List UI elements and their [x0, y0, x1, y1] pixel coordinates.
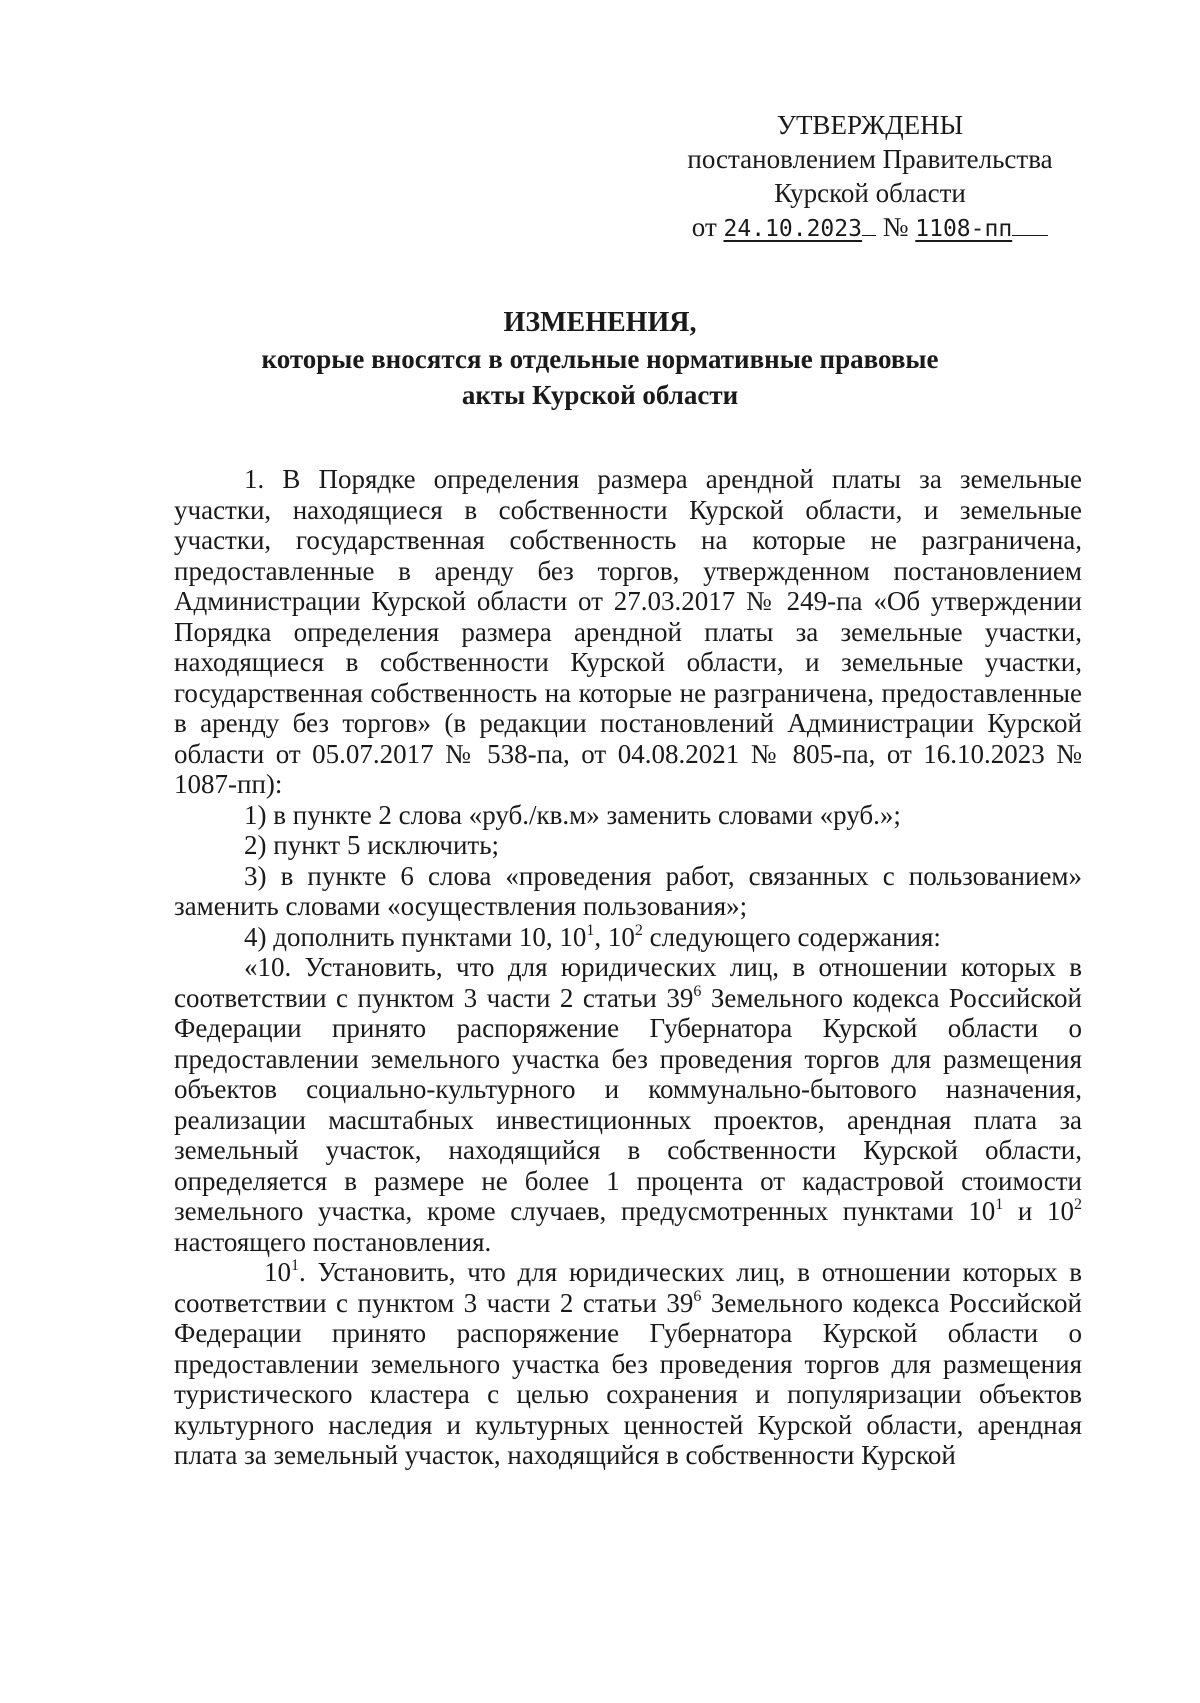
approval-issuer: постановлением Правительства	[687, 144, 1053, 174]
clause-10-1: $10^1$. Установить, что для юридических лиц, в отношении которых в соответствии с пунктом 3 части 2 статьи $39^6$ Земельного кодекса Российской Федерации принято распоряжение Губернатора Курской области о предоставлении земельного участка без проведения торгов для размещения туристического кластера с целью сохранения и популяризации объектов культурного наследия и культурных ценностей Курской области, арендная плата за земельный участок, находящийся в собственности Курской	[174, 1257, 1082, 1470]
list-item-4: 4) дополнить пунктами 10, $10^1$, $10^2$ следующего содержания:	[244, 921, 941, 952]
approval-stamp	[660, 108, 1080, 246]
approval-region: Курской области	[774, 178, 966, 208]
paragraph-1: 1. В Порядке определения размера арендной платы за земельные участки, находящиеся в собственности Курской области, и земельные участки, государственная собственность на которые не разграничена, предоставленные в аренду без торгов, утвержденном постановлением Администрации Курской области от 27.03.2017 № 249-па «Об утверждении Порядка определения размера арендной платы за земельные участки, находящиеся в собственности Курской области, и земельные участки, государственная собственность на которые не разграничена, предоставленные в аренду без торгов» (в редакции постановлений Администрации Курской области от 05.07.2017 № 538-па, от 04.08.2021 № 805-па, от 16.10.2023 № 1087-пп):	[174, 464, 1082, 799]
number-underline	[1012, 213, 1048, 236]
title-main: ИЗМЕНЕНИЯ,	[503, 307, 697, 338]
approval-number: 1108-пп	[915, 216, 1013, 242]
title-line-2: которые вносятся в отдельные нормативные правовые	[261, 344, 939, 374]
clause-10: «10. Установить, что для юридических лиц, в отношении которых в соответствии с пунктом 3 части 2 статьи $39^6$ Земельного кодекса Российской Федерации принято распоряжение Губернатора Курской области о предоставлении земельного участка без проведения торгов для размещения объектов социально-культурного и коммунально-бытового назначения, реализации масштабных инвестиционных проектов, арендная плата за земельный участок, находящийся в собственности Курской области, определяется в размере не более 1 процента от кадастровой стоимости земельного участка, кроме случаев, предусмотренных пунктами $10^1$ и $10^2$ настоящего постановления.	[174, 952, 1083, 1257]
title-line-3: акты Курской области	[461, 380, 739, 410]
date-prefix: от	[691, 212, 717, 242]
document-title	[170, 305, 1030, 413]
document-body	[174, 464, 1082, 1471]
approval-date: 24.10.2023	[723, 216, 862, 242]
list-item-3: 3) в пункте 6 слова «проведения работ, связанных с пользованием» заменить словами «осуществления пользования»;	[174, 860, 1082, 921]
list-item-1: 1) в пункте 2 слова «руб./кв.м» заменить словами «руб.»;	[244, 799, 901, 830]
list-item-2: 2) пункт 5 исключить;	[244, 830, 500, 860]
number-sign: №	[882, 212, 909, 242]
date-underline	[862, 213, 876, 236]
approval-heading: УТВЕРЖДЕНЫ	[776, 110, 964, 140]
approval-date-line	[660, 210, 1080, 246]
